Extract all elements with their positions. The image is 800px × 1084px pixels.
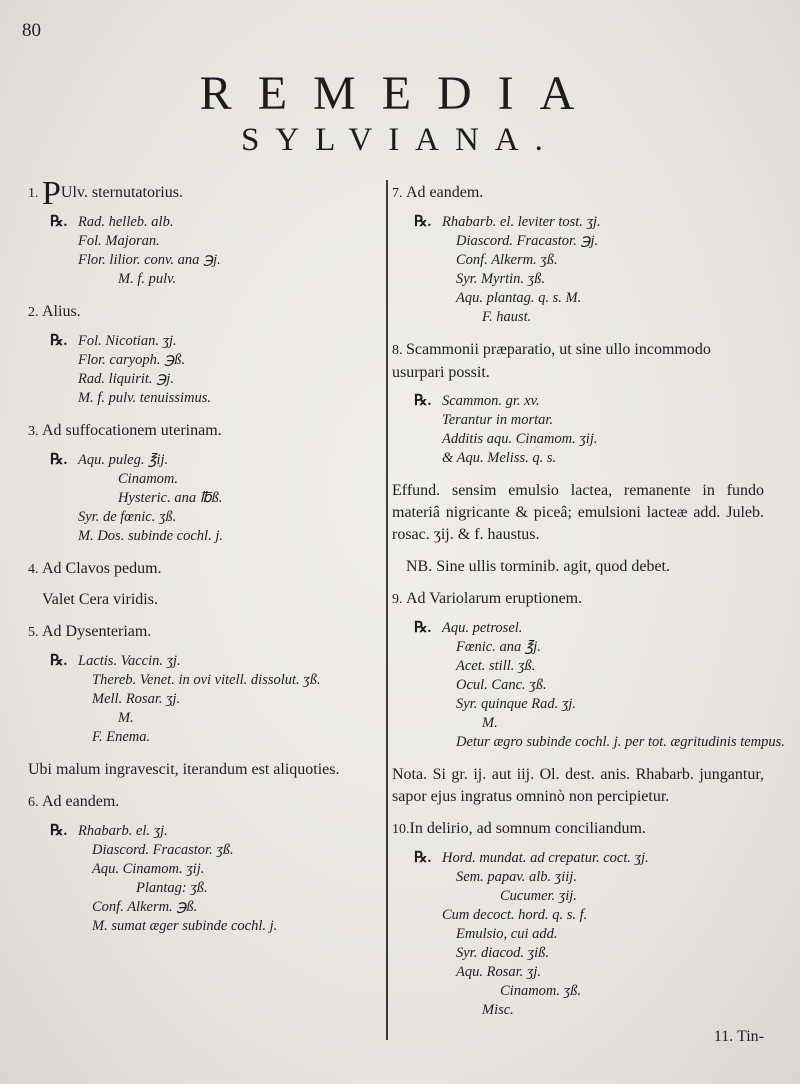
- recipe-rx-symbol: ℞.: [50, 653, 68, 669]
- recipe-number: 2.: [28, 305, 39, 320]
- prescription-line: Detur ægro subinde cochl. j. per tot. ægritudinis tempus.: [456, 734, 785, 750]
- prescription-line: Plantag: ʒß.: [136, 880, 208, 896]
- recipe-heading: [392, 818, 764, 841]
- prescription-line: F. haust.: [482, 309, 532, 325]
- recipe-number: 4.: [28, 562, 39, 577]
- recipe-entry: [28, 301, 378, 408]
- prescription-line: M.: [118, 710, 134, 726]
- prescription-line: Conf. Alkerm. ʒß.: [456, 252, 558, 268]
- recipe-number: 8.: [392, 343, 403, 358]
- left-column: [28, 175, 378, 948]
- recipe-rx-symbol: ℞.: [50, 452, 68, 468]
- prescription-line: Diascord. Fracastor. ʒß.: [92, 842, 234, 858]
- recipe-entry: [392, 588, 785, 808]
- recipe-note: Effund. sensim emulsio lactea, remanente in fundo materiâ nigricante & piceâ; emulsioni lacteæ add. Juleb. rosac. ʒij. & f. haustus.: [392, 482, 764, 543]
- recipe-title: Scammonii præparatio, ut sine ullo incommodo usurpari possit.: [392, 341, 711, 381]
- prescription-line: M. f. pulv.: [118, 271, 177, 287]
- prescription-line: Aqu. Rosar. ʒj.: [456, 964, 541, 980]
- column-divider: [386, 180, 388, 1040]
- recipe-number: 5.: [28, 625, 39, 640]
- prescription-line: Rad. helleb. alb.: [78, 214, 174, 230]
- prescription: [28, 652, 378, 747]
- prescription-line: Acet. still. ʒß.: [456, 658, 536, 674]
- recipe-heading: [392, 339, 764, 384]
- prescription: [392, 392, 764, 468]
- prescription-line: Syr. de fœnic. ʒß.: [78, 509, 177, 525]
- recipe-title: Ad Variolarum eruptionem.: [406, 590, 583, 607]
- prescription-line: Aqu. plantag. q. s. M.: [456, 290, 582, 306]
- page-title: REMEDIA: [199, 67, 601, 120]
- prescription-line: Conf. Alkerm. ℈ß.: [92, 899, 198, 915]
- recipe-title: Ad suffocationem uterinam.: [42, 422, 222, 439]
- recipe-title: Ad Dysenteriam.: [42, 623, 152, 640]
- recipe-heading: [28, 420, 378, 443]
- prescription-line: Rhabarb. el. leviter tost. ʒj.: [442, 214, 601, 230]
- prescription-line: Mell. Rosar. ʒj.: [92, 691, 181, 707]
- prescription-line: Lactis. Vaccin. ʒj.: [78, 653, 181, 669]
- recipe-entry: [392, 339, 764, 578]
- prescription-line: M.: [482, 715, 498, 731]
- recipe-note: Nota. Si gr. ij. aut iij. Ol. dest. anis. Rhabarb. jungantur, sapor ejus ingratus omninò non percipietur.: [392, 766, 764, 805]
- recipe-title: Alius.: [42, 303, 81, 320]
- recipe-title: Ad eandem.: [42, 793, 120, 810]
- prescription: [28, 332, 378, 408]
- recipe-title: Ad eandem.: [406, 184, 484, 201]
- prescription: [392, 849, 764, 1020]
- recipe-entry: [28, 621, 378, 781]
- recipe-heading: [28, 301, 378, 324]
- recipe-number: 10.: [392, 822, 410, 837]
- recipe-heading: [392, 182, 764, 205]
- prescription: [28, 451, 378, 546]
- prescription-line: Sem. papav. alb. ʒiij.: [456, 869, 577, 885]
- prescription-line: Diascord. Fracastor. ℈j.: [456, 233, 599, 249]
- recipe-number: 7.: [392, 186, 403, 201]
- recipe-rx-symbol: ℞.: [414, 620, 432, 636]
- prescription-line: Aqu. puleg. ℥ij.: [78, 452, 169, 468]
- recipe-rx-symbol: ℞.: [50, 823, 68, 839]
- recipe-entry: [28, 791, 378, 936]
- recipe-heading: [28, 175, 378, 212]
- recipe-heading: [392, 588, 764, 611]
- prescription-line: Cinamom.: [118, 471, 179, 487]
- page-subtitle: SYLVIANA.: [241, 122, 559, 158]
- prescription-line: Fol. Nicotian. ʒj.: [78, 333, 177, 349]
- prescription-line: Additis aqu. Cinamom. ʒij.: [442, 431, 598, 447]
- prescription-line: Aqu. Cinamom. ʒij.: [92, 861, 205, 877]
- recipe-note: NB. Sine ullis torminib. agit, quod debet.: [406, 558, 670, 575]
- recipe-rx-symbol: ℞.: [414, 393, 432, 409]
- prescription-line: Rhabarb. el. ʒj.: [78, 823, 168, 839]
- prescription-line: Fœnic. ana ℥j.: [456, 639, 541, 655]
- recipe-rx-symbol: ℞.: [50, 333, 68, 349]
- recipe-title: Ulv. sternutatorius.: [60, 184, 183, 201]
- drop-cap: P: [42, 175, 61, 212]
- prescription-line: M. f. pulv. tenuissimus.: [78, 390, 212, 406]
- recipe-heading: [28, 621, 378, 644]
- prescription-line: Rad. liquirit. ℈j.: [78, 371, 174, 387]
- recipe-heading: [28, 558, 378, 581]
- prescription-line: Syr. Myrtin. ʒß.: [456, 271, 545, 287]
- recipe-number: 9.: [392, 592, 403, 607]
- prescription-line: Misc.: [482, 1002, 514, 1018]
- prescription-line: Fol. Majoran.: [78, 233, 160, 249]
- prescription: [28, 822, 378, 936]
- prescription-line: Aqu. petrosel.: [442, 620, 523, 636]
- page-number: 80: [22, 20, 41, 41]
- recipe-heading: [28, 791, 378, 814]
- recipe-text: Valet Cera viridis.: [42, 591, 158, 608]
- prescription-line: F. Enema.: [92, 729, 151, 745]
- prescription-line: Terantur in mortar.: [442, 412, 554, 428]
- recipe-entry: [28, 420, 378, 546]
- prescription-line: & Aqu. Meliss. q. s.: [442, 450, 557, 466]
- recipe-number: 1.: [28, 186, 39, 201]
- recipe-number: 6.: [28, 795, 39, 810]
- prescription-line: Cum decoct. hord. q. s. f.: [442, 907, 588, 923]
- prescription-line: Hysteric. ana ℔ß.: [118, 490, 223, 506]
- prescription-line: Syr. quinque Rad. ʒj.: [456, 696, 577, 712]
- prescription-line: Hord. mundat. ad crepatur. coct. ʒj.: [442, 850, 649, 866]
- prescription-line: Syr. diacod. ʒiß.: [456, 945, 550, 961]
- recipe-title: Ad Clavos pedum.: [42, 560, 162, 577]
- right-column: [392, 182, 785, 1032]
- recipe-title: In delirio, ad somnum conciliandum.: [409, 820, 646, 837]
- catchword: 11. Tin-: [713, 1028, 764, 1045]
- prescription-line: Scammon. gr. xv.: [442, 393, 540, 409]
- prescription: [28, 213, 378, 289]
- prescription-line: Flor. caryoph. ℈ß.: [78, 352, 186, 368]
- recipe-rx-symbol: ℞.: [414, 850, 432, 866]
- prescription: [392, 619, 785, 752]
- recipe-entry: [28, 175, 378, 289]
- recipe-entry: [392, 818, 764, 1020]
- recipe-number: 3.: [28, 424, 39, 439]
- recipe-rx-symbol: ℞.: [414, 214, 432, 230]
- recipe-note: Ubi malum ingravescit, iterandum est aliquoties.: [28, 761, 340, 778]
- prescription-line: Cucumer. ʒij.: [500, 888, 577, 904]
- recipe-entry: [28, 558, 378, 611]
- prescription-line: M. sumat æger subinde cochl. j.: [92, 918, 278, 934]
- prescription-line: Ocul. Canc. ʒß.: [456, 677, 547, 693]
- prescription-line: Cinamom. ʒß.: [500, 983, 581, 999]
- recipe-rx-symbol: ℞.: [50, 214, 68, 230]
- prescription-line: Thereb. Venet. in ovi vitell. dissolut. ʒß.: [92, 672, 321, 688]
- recipe-entry: [392, 182, 764, 327]
- prescription-line: Flor. lilior. conv. ana ℈j.: [78, 252, 221, 268]
- prescription-line: M. Dos. subinde cochl. j.: [78, 528, 223, 544]
- prescription-line: Emulsio, cui add.: [456, 926, 558, 942]
- prescription: [392, 213, 764, 327]
